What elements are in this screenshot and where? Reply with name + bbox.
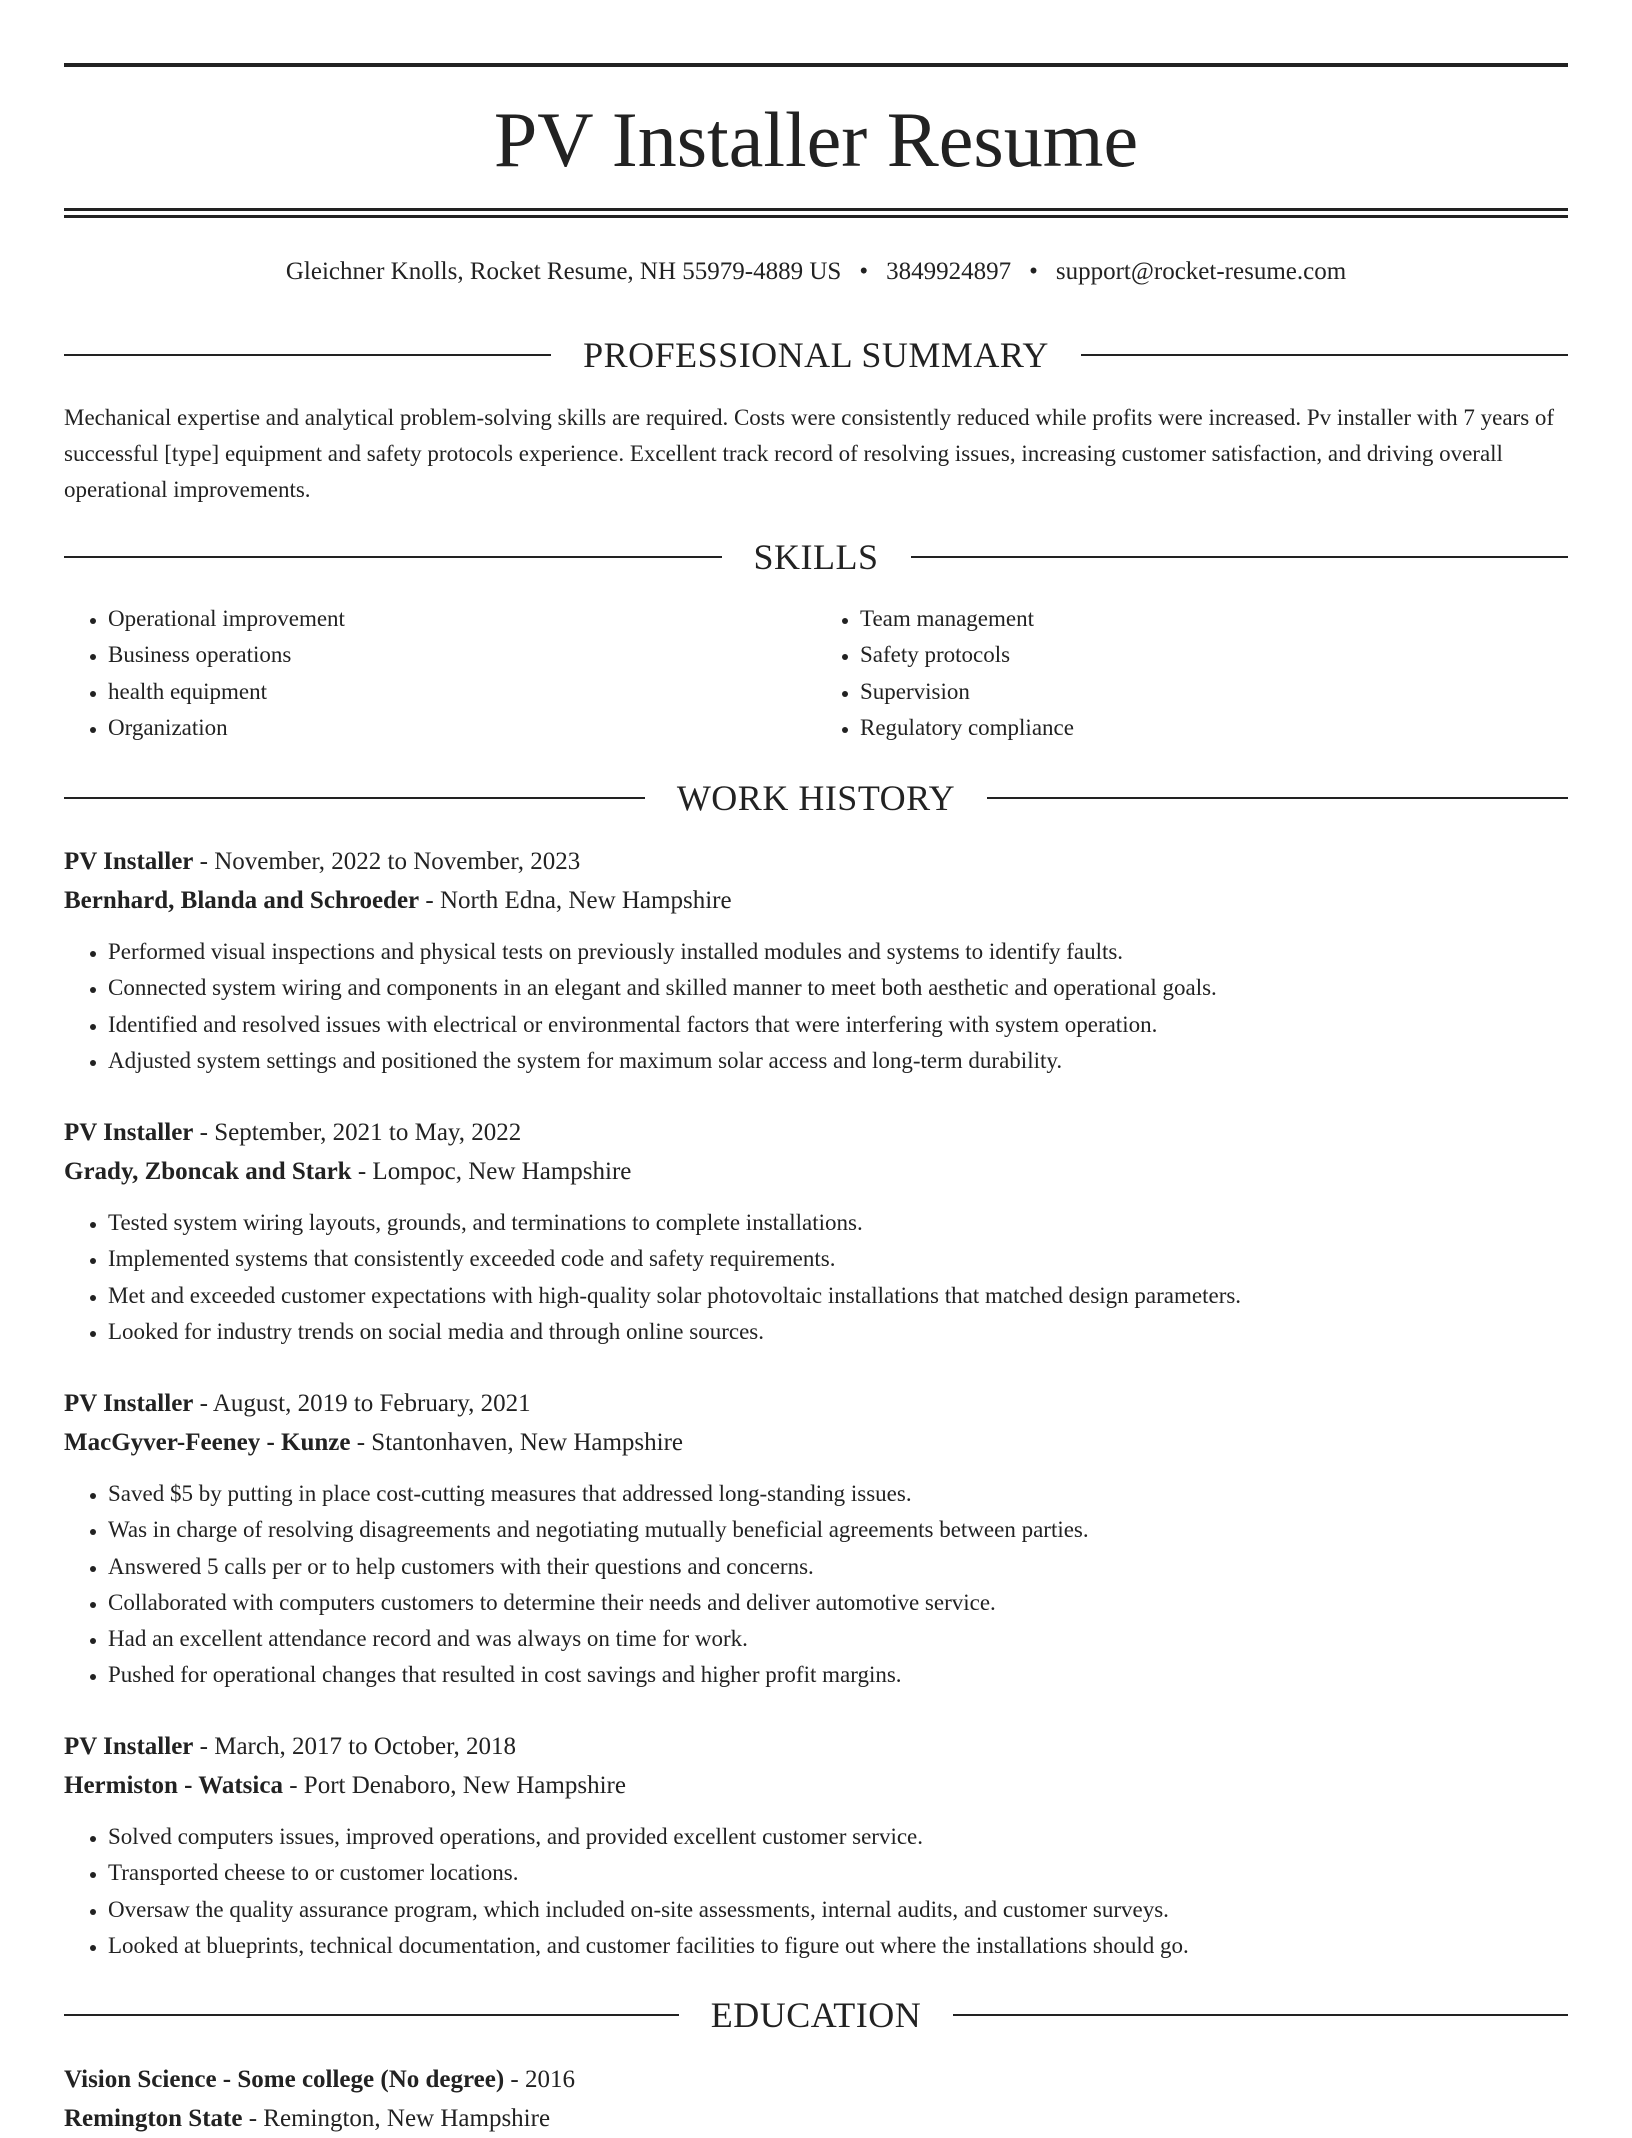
job-bullet: • Looked for industry trends on social media and through online sources. xyxy=(108,1314,1568,1350)
job-bullet: • Implemented systems that consistently exceeded code and safety requirements. xyxy=(108,1241,1568,1277)
job-title: PV Installer xyxy=(64,1390,194,1417)
job-bullet: • Transported cheese to or customer locations. xyxy=(108,1855,1568,1891)
skill-item: • health equipment xyxy=(108,674,816,710)
heading-rule xyxy=(953,2014,1568,2016)
skills-list xyxy=(64,601,1568,746)
education-location: - Remington, New Hampshire xyxy=(242,2105,551,2132)
section-heading-work-history xyxy=(64,774,1568,822)
title-rule-upper xyxy=(64,208,1568,211)
skill-item: • Safety protocols xyxy=(860,637,1568,673)
heading-rule xyxy=(987,797,1568,799)
education-school-line xyxy=(64,2099,1568,2138)
contact-email: support@rocket-resume.com xyxy=(1055,258,1347,285)
job-dates: - September, 2021 to May, 2022 xyxy=(193,1119,522,1146)
skill-item: • Business operations xyxy=(108,637,816,673)
heading-rule xyxy=(911,556,1569,558)
job-bullet: • Solved computers issues, improved operations, and provided excellent customer service. xyxy=(108,1819,1568,1855)
job-company: MacGyver-Feeney - Kunze xyxy=(64,1429,351,1456)
job-location: - Lompoc, New Hampshire xyxy=(351,1158,632,1185)
skill-item: • Team management xyxy=(860,601,1568,637)
job-dates: - August, 2019 to February, 2021 xyxy=(193,1390,531,1417)
contact-separator: • xyxy=(859,258,869,285)
job-dates: - November, 2022 to November, 2023 xyxy=(193,848,581,875)
job-entry xyxy=(64,1727,1568,1964)
job-title: PV Installer xyxy=(64,1119,194,1146)
heading-rule xyxy=(64,556,722,558)
job-dates: - March, 2017 to October, 2018 xyxy=(193,1733,516,1760)
job-title-line xyxy=(64,842,1568,881)
job-bullet: • Answered 5 calls per or to help customers with their questions and concerns. xyxy=(108,1549,1568,1585)
education-year: - 2016 xyxy=(504,2066,575,2093)
job-title-line xyxy=(64,1727,1568,1766)
section-title: SKILLS xyxy=(753,537,879,577)
job-title-line xyxy=(64,1113,1568,1152)
top-rule xyxy=(64,63,1568,67)
job-company-line xyxy=(64,1152,1568,1191)
job-bullets xyxy=(64,1819,1568,1964)
section-title: EDUCATION xyxy=(710,1995,922,2035)
job-company: Bernhard, Blanda and Schroeder xyxy=(64,887,420,914)
job-bullets xyxy=(64,1205,1568,1350)
heading-rule xyxy=(64,354,551,356)
job-bullet: • Looked at blueprints, technical documentation, and customer facilities to figure out where the installations should go. xyxy=(108,1928,1568,1964)
section-heading-summary xyxy=(64,331,1568,379)
contact-line xyxy=(64,252,1568,292)
contact-phone: 3849924897 xyxy=(886,258,1012,285)
contact-separator: • xyxy=(1029,258,1038,285)
skill-item: • Supervision xyxy=(860,674,1568,710)
heading-rule xyxy=(64,2014,679,2016)
job-bullets xyxy=(64,934,1568,1079)
job-bullet: • Identified and resolved issues with electrical or environmental factors that were interfering with system operation. xyxy=(108,1007,1568,1043)
job-bullet: • Had an excellent attendance record and was always on time for work. xyxy=(108,1621,1568,1657)
job-company-line xyxy=(64,1766,1568,1805)
job-bullet: • Saved $5 by putting in place cost-cutting measures that addressed long-standing issues. xyxy=(108,1476,1568,1512)
job-company: Grady, Zboncak and Stark xyxy=(64,1158,352,1185)
job-title: PV Installer xyxy=(64,1733,194,1760)
job-bullet: • Tested system wiring layouts, grounds, and terminations to complete installations. xyxy=(108,1205,1568,1241)
job-bullet: • Connected system wiring and components in an elegant and skilled manner to meet both aesthetic and operational goals. xyxy=(108,970,1568,1006)
job-bullet: • Met and exceeded customer expectations with high-quality solar photovoltaic installations that matched design parameters. xyxy=(108,1278,1568,1314)
section-title: WORK HISTORY xyxy=(676,778,956,818)
education-degree-line xyxy=(64,2060,1568,2099)
job-title: PV Installer xyxy=(64,848,194,875)
section-heading-education xyxy=(64,1991,1568,2039)
job-company-line xyxy=(64,1423,1568,1462)
skill-item: • Organization xyxy=(108,710,816,746)
title-rule-lower xyxy=(64,215,1568,218)
education-degree: Vision Science - Some college (No degree) xyxy=(64,2066,505,2093)
section-heading-skills xyxy=(64,533,1568,581)
skills-column-right xyxy=(816,601,1568,746)
skill-item: • Regulatory compliance xyxy=(860,710,1568,746)
job-location: - Stantonhaven, New Hampshire xyxy=(350,1429,684,1456)
skills-column-left xyxy=(64,601,816,746)
job-entry xyxy=(64,842,1568,1079)
job-bullet: • Adjusted system settings and positioned the system for maximum solar access and long-term durability. xyxy=(108,1043,1568,1079)
job-entry xyxy=(64,1384,1568,1694)
job-company: Hermiston - Watsica xyxy=(64,1772,283,1799)
summary-text: Mechanical expertise and analytical problem-solving skills are required. Costs were consistently reduced while profits were increased. Pv installer with 7 years of successful [type] equipment and safety protocols experience. Excellent track record of resolving issues, increasing customer satisfaction, and driving overall operational improvements. xyxy=(64,405,1555,502)
job-bullet: • Oversaw the quality assurance program, which included on-site assessments, internal audits, and customer surveys. xyxy=(108,1892,1568,1928)
job-bullet: • Pushed for operational changes that resulted in cost savings and higher profit margins. xyxy=(108,1657,1568,1693)
skill-item: • Operational improvement xyxy=(108,601,816,637)
page-title: PV Installer Resume xyxy=(493,96,1139,183)
job-bullet: • Was in charge of resolving disagreements and negotiating mutually beneficial agreements between parties. xyxy=(108,1512,1568,1548)
heading-rule xyxy=(64,797,645,799)
job-bullet: • Collaborated with computers customers to determine their needs and deliver automotive service. xyxy=(108,1585,1568,1621)
job-title-line xyxy=(64,1384,1568,1423)
job-company-line xyxy=(64,881,1568,920)
section-title: PROFESSIONAL SUMMARY xyxy=(583,335,1049,375)
contact-address: Gleichner Knolls, Rocket Resume, NH 55979-4889 US xyxy=(285,258,842,285)
job-location: - North Edna, New Hampshire xyxy=(419,887,732,914)
job-entry xyxy=(64,1113,1568,1350)
heading-rule xyxy=(1081,354,1568,356)
education-school: Remington State xyxy=(64,2105,243,2132)
education-entry xyxy=(64,2060,1568,2138)
job-bullet: • Performed visual inspections and physical tests on previously installed modules and systems to identify faults. xyxy=(108,934,1568,970)
job-bullets xyxy=(64,1476,1568,1694)
job-location: - Port Denaboro, New Hampshire xyxy=(282,1772,626,1799)
